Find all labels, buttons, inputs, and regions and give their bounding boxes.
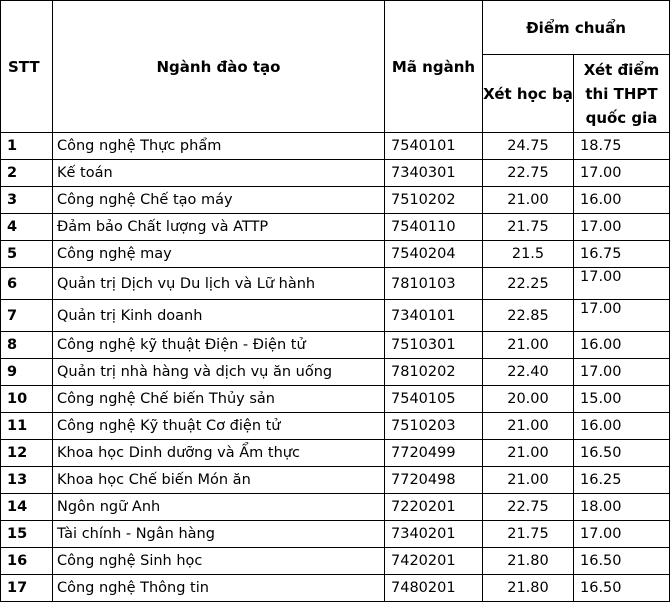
program-code: 7540204 (385, 241, 483, 268)
exam-score: 17.00 (574, 160, 670, 187)
table-row (1, 548, 670, 575)
table-row (1, 467, 670, 494)
program-code: 7810103 (385, 268, 483, 300)
row-number: 6 (1, 268, 53, 300)
exam-score: 17.00 (574, 359, 670, 386)
transcript-score: 22.40 (483, 359, 574, 386)
table-row (1, 359, 670, 386)
table-row (1, 268, 670, 300)
program-code: 7810202 (385, 359, 483, 386)
transcript-score: 21.75 (483, 214, 574, 241)
table-body (1, 133, 670, 602)
program-name: Công nghệ Sinh học (53, 548, 385, 575)
program-name: Công nghệ Kỹ thuật Cơ điện tử (53, 413, 385, 440)
program-code: 7540110 (385, 214, 483, 241)
program-name: Công nghệ Thông tin (53, 575, 385, 602)
program-name: Khoa học Chế biến Món ăn (53, 467, 385, 494)
program-name: Kế toán (53, 160, 385, 187)
transcript-score: 21.80 (483, 548, 574, 575)
table-header (1, 1, 670, 133)
transcript-score: 21.00 (483, 413, 574, 440)
program-header: Ngành đào tạo (53, 1, 385, 133)
table-row (1, 332, 670, 359)
exam-score: 16.50 (574, 548, 670, 575)
row-number: 9 (1, 359, 53, 386)
table-row (1, 160, 670, 187)
program-code: 7510301 (385, 332, 483, 359)
exam-header: Xét điểm thi THPT quốc gia (574, 55, 670, 133)
exam-score: 16.50 (574, 440, 670, 467)
program-code: 7540105 (385, 386, 483, 413)
program-name: Công nghệ may (53, 241, 385, 268)
row-number: 7 (1, 300, 53, 332)
header-row-top (1, 1, 670, 55)
exam-score: 18.75 (574, 133, 670, 160)
table-row (1, 386, 670, 413)
exam-score: 15.00 (574, 386, 670, 413)
exam-score: 16.25 (574, 467, 670, 494)
table-row (1, 575, 670, 602)
table-row (1, 133, 670, 160)
transcript-score: 21.00 (483, 467, 574, 494)
exam-score: 17.00 (574, 268, 670, 300)
transcript-header: Xét học bạ (483, 55, 574, 133)
transcript-score: 21.75 (483, 521, 574, 548)
exam-score: 16.50 (574, 575, 670, 602)
table-row (1, 241, 670, 268)
program-name: Đảm bảo Chất lượng và ATTP (53, 214, 385, 241)
row-number: 1 (1, 133, 53, 160)
table-row (1, 440, 670, 467)
row-number: 5 (1, 241, 53, 268)
table-row (1, 300, 670, 332)
row-number: 16 (1, 548, 53, 575)
exam-score: 17.00 (574, 214, 670, 241)
transcript-score: 24.75 (483, 133, 574, 160)
table-row (1, 187, 670, 214)
program-code: 7720498 (385, 467, 483, 494)
transcript-score: 20.00 (483, 386, 574, 413)
row-number: 13 (1, 467, 53, 494)
program-name: Công nghệ Thực phẩm (53, 133, 385, 160)
program-code: 7540101 (385, 133, 483, 160)
program-name: Tài chính - Ngân hàng (53, 521, 385, 548)
row-number: 4 (1, 214, 53, 241)
transcript-score: 22.85 (483, 300, 574, 332)
transcript-score: 21.5 (483, 241, 574, 268)
row-number: 8 (1, 332, 53, 359)
code-header: Mã ngành (385, 1, 483, 133)
transcript-score: 22.25 (483, 268, 574, 300)
row-number: 14 (1, 494, 53, 521)
program-code: 7340101 (385, 300, 483, 332)
exam-score: 16.00 (574, 332, 670, 359)
row-number: 12 (1, 440, 53, 467)
row-number: 3 (1, 187, 53, 214)
transcript-score: 21.80 (483, 575, 574, 602)
program-code: 7510203 (385, 413, 483, 440)
table-row (1, 494, 670, 521)
transcript-score: 22.75 (483, 494, 574, 521)
program-name: Công nghệ Chế tạo máy (53, 187, 385, 214)
transcript-score: 21.00 (483, 440, 574, 467)
table-row (1, 521, 670, 548)
row-number: 11 (1, 413, 53, 440)
exam-score: 16.75 (574, 241, 670, 268)
program-name: Công nghệ kỹ thuật Điện - Điện tử (53, 332, 385, 359)
program-name: Khoa học Dinh dưỡng và Ẩm thực (53, 440, 385, 467)
program-code: 7720499 (385, 440, 483, 467)
row-number: 2 (1, 160, 53, 187)
program-code: 7510202 (385, 187, 483, 214)
program-name: Quản trị Kinh doanh (53, 300, 385, 332)
program-code: 7220201 (385, 494, 483, 521)
stt-header: STT (1, 1, 53, 133)
exam-score: 16.00 (574, 413, 670, 440)
exam-score: 17.00 (574, 521, 670, 548)
row-number: 15 (1, 521, 53, 548)
exam-score: 18.00 (574, 494, 670, 521)
program-name: Quản trị Dịch vụ Du lịch và Lữ hành (53, 268, 385, 300)
exam-score: 17.00 (574, 300, 670, 332)
cutoff-header: Điểm chuẩn (483, 1, 670, 55)
row-number: 17 (1, 575, 53, 602)
table-row (1, 413, 670, 440)
program-code: 7340301 (385, 160, 483, 187)
table-row (1, 214, 670, 241)
transcript-score: 21.00 (483, 332, 574, 359)
program-name: Quản trị nhà hàng và dịch vụ ăn uống (53, 359, 385, 386)
program-name: Công nghệ Chế biến Thủy sản (53, 386, 385, 413)
program-name: Ngôn ngữ Anh (53, 494, 385, 521)
exam-score: 16.00 (574, 187, 670, 214)
transcript-score: 22.75 (483, 160, 574, 187)
row-number: 10 (1, 386, 53, 413)
transcript-score: 21.00 (483, 187, 574, 214)
program-code: 7340201 (385, 521, 483, 548)
program-code: 7420201 (385, 548, 483, 575)
program-code: 7480201 (385, 575, 483, 602)
